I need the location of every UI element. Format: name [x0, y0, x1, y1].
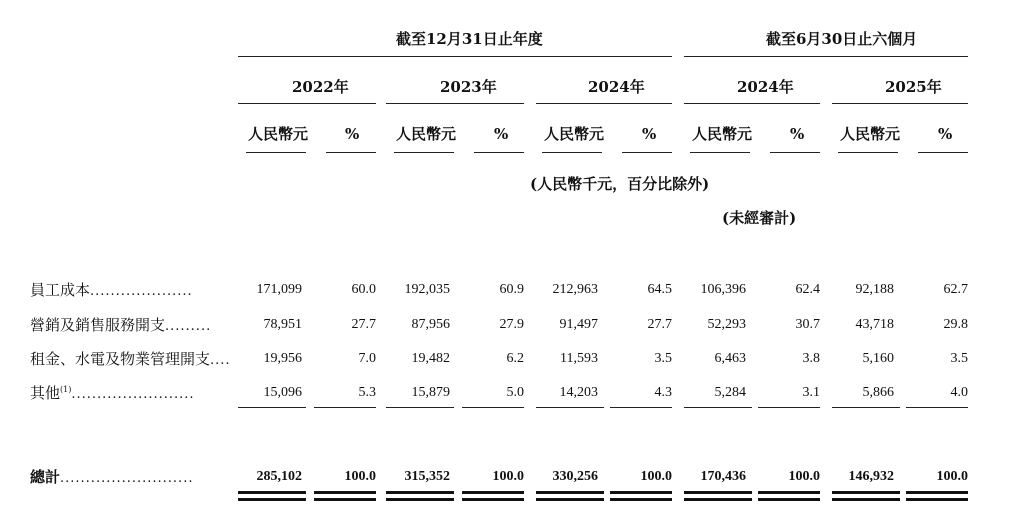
currency-column-header: 人民幣元 [692, 125, 753, 143]
percent-column-header: % [345, 125, 360, 143]
total-double-rule [238, 491, 306, 494]
subtotal-rule [610, 407, 672, 408]
amount-cell: 92,188 [855, 282, 894, 297]
subtotal-rule [684, 407, 752, 408]
leader-dots: .......................... [60, 471, 194, 486]
subheader-rule [770, 152, 820, 153]
subheader-rule [918, 152, 968, 153]
percent-cell: 5.3 [358, 385, 376, 400]
total-amount-cell: 146,932 [848, 469, 894, 484]
total-double-rule [832, 491, 900, 494]
subtotal-rule [536, 407, 604, 408]
subtotal-rule [386, 407, 454, 408]
percent-cell: 60.9 [499, 282, 524, 297]
amount-cell: 15,096 [263, 385, 302, 400]
subheader-rule [326, 152, 376, 153]
leader-dots: ......... [165, 319, 212, 334]
total-double-rule [386, 491, 454, 494]
amount-cell: 5,284 [714, 385, 746, 400]
total-amount-cell: 285,102 [256, 469, 302, 484]
year-header-2022: 2022年 [292, 78, 349, 96]
year-rule [536, 103, 672, 104]
amount-cell: 171,099 [256, 282, 302, 297]
amount-cell: 5,866 [862, 385, 894, 400]
currency-column-header: 人民幣元 [840, 125, 901, 143]
currency-column-header: 人民幣元 [544, 125, 605, 143]
total-double-rule [684, 491, 752, 494]
percent-cell: 6.2 [506, 351, 524, 366]
amount-cell: 15,879 [411, 385, 450, 400]
total-double-rule [314, 491, 376, 494]
amount-cell: 43,718 [855, 317, 894, 332]
year-rule [386, 103, 524, 104]
percent-cell: 4.3 [654, 385, 672, 400]
percent-cell: 60.0 [351, 282, 376, 297]
year-rule [832, 103, 968, 104]
amount-cell: 106,396 [700, 282, 746, 297]
amount-cell: 19,956 [263, 351, 302, 366]
percent-cell: 62.4 [795, 282, 820, 297]
total-percent-cell: 100.0 [936, 469, 968, 484]
row-label-staff-costs [30, 283, 193, 298]
amount-cell: 87,956 [411, 317, 450, 332]
annual-group-rule [238, 56, 672, 57]
total-double-rule [610, 491, 672, 494]
percent-cell: 3.5 [654, 351, 672, 366]
leader-dots: .... [210, 353, 231, 368]
percent-column-header: % [938, 125, 953, 143]
subtotal-rule [462, 407, 524, 408]
total-double-rule [462, 491, 524, 494]
footnote-marker: (1) [60, 385, 72, 394]
year-rule [238, 103, 376, 104]
unaudited-note: (未經審計) [722, 209, 797, 227]
total-double-rule [758, 491, 820, 494]
total-amount-cell: 315,352 [404, 469, 450, 484]
year-rule [684, 103, 820, 104]
percent-cell: 3.1 [802, 385, 820, 400]
percent-cell: 30.7 [795, 317, 820, 332]
subheader-rule [474, 152, 524, 153]
percent-cell: 3.8 [802, 351, 820, 366]
percent-cell: 4.0 [950, 385, 968, 400]
leader-dots: .................... [90, 284, 193, 299]
percent-cell: 27.9 [499, 317, 524, 332]
total-double-rule [536, 491, 604, 494]
percent-cell: 62.7 [943, 282, 968, 297]
total-double-rule [386, 498, 454, 501]
amount-cell: 5,160 [862, 351, 894, 366]
subtotal-rule [906, 407, 968, 408]
total-amount-cell: 170,436 [700, 469, 746, 484]
year-header-2023: 2023年 [440, 78, 497, 96]
row-label-text: 租金、水電及物業管理開支 [30, 350, 211, 368]
subheader-rule [542, 152, 602, 153]
total-double-rule [536, 498, 604, 501]
unit-note: (人民幣千元，百分比除外) [530, 175, 710, 193]
percent-column-header: % [494, 125, 509, 143]
year-header-2025: 2025年 [885, 78, 942, 96]
row-label-text: 其他 [30, 384, 61, 402]
row-label-marketing [30, 318, 211, 333]
interim-period-header: 截至6月30日止六個月 [766, 30, 918, 48]
total-percent-cell: 100.0 [788, 469, 820, 484]
total-double-rule [610, 498, 672, 501]
amount-cell: 91,497 [559, 317, 598, 332]
subtotal-rule [314, 407, 376, 408]
total-double-rule [462, 498, 524, 501]
row-label-rent-utilities [30, 352, 231, 367]
row-label-others [30, 386, 195, 401]
annual-period-header: 截至12月31日止年度 [396, 30, 543, 48]
row-label-text: 營銷及銷售服務開支 [30, 316, 166, 334]
row-label-text: 員工成本 [30, 281, 91, 299]
year-header-2024-interim: 2024年 [737, 78, 794, 96]
amount-cell: 14,203 [559, 385, 598, 400]
amount-cell: 78,951 [263, 317, 302, 332]
amount-cell: 52,293 [707, 317, 746, 332]
amount-cell: 192,035 [404, 282, 450, 297]
percent-cell: 27.7 [647, 317, 672, 332]
percent-cell: 29.8 [943, 317, 968, 332]
interim-group-rule [684, 56, 968, 57]
amount-cell: 19,482 [411, 351, 450, 366]
subheader-rule [838, 152, 898, 153]
total-percent-cell: 100.0 [492, 469, 524, 484]
subheader-rule [622, 152, 672, 153]
leader-dots: ........................ [71, 387, 195, 402]
currency-column-header: 人民幣元 [396, 125, 457, 143]
total-double-rule [906, 491, 968, 494]
amount-cell: 11,593 [560, 351, 598, 366]
currency-column-header: 人民幣元 [248, 125, 309, 143]
row-label-total [30, 470, 193, 485]
subheader-rule [690, 152, 750, 153]
percent-cell: 7.0 [358, 351, 376, 366]
subtotal-rule [758, 407, 820, 408]
percent-cell: 3.5 [950, 351, 968, 366]
percent-column-header: % [642, 125, 657, 143]
percent-cell: 27.7 [351, 317, 376, 332]
subheader-rule [246, 152, 306, 153]
total-amount-cell: 330,256 [552, 469, 598, 484]
percent-cell: 64.5 [647, 282, 672, 297]
total-double-rule [758, 498, 820, 501]
subheader-rule [394, 152, 454, 153]
percent-cell: 5.0 [506, 385, 524, 400]
year-header-2024-annual: 2024年 [588, 78, 645, 96]
total-percent-cell: 100.0 [344, 469, 376, 484]
total-double-rule [238, 498, 306, 501]
subtotal-rule [238, 407, 306, 408]
total-double-rule [832, 498, 900, 501]
row-label-text: 總計 [30, 468, 61, 486]
subtotal-rule [832, 407, 900, 408]
total-percent-cell: 100.0 [640, 469, 672, 484]
percent-column-header: % [790, 125, 805, 143]
total-double-rule [314, 498, 376, 501]
amount-cell: 212,963 [552, 282, 598, 297]
total-double-rule [906, 498, 968, 501]
amount-cell: 6,463 [714, 351, 746, 366]
total-double-rule [684, 498, 752, 501]
